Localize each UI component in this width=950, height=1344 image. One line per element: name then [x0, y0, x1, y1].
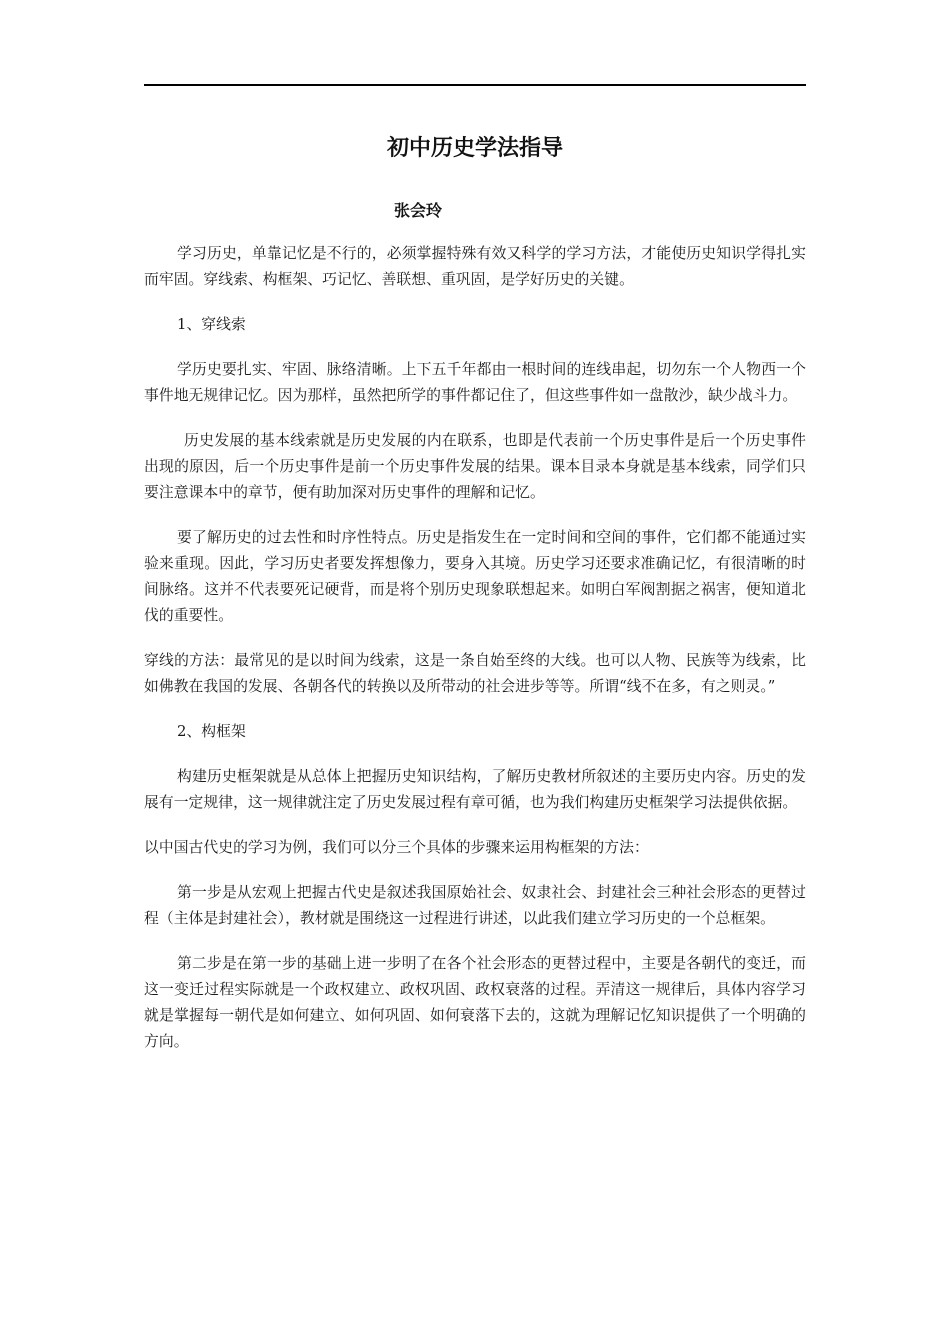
paragraph: 第二步是在第一步的基础上进一步明了在各个社会形态的更替过程中，主要是各朝代的变迁，而这一变迁过程实际就是一个政权建立、政权巩固、政权衰落的过程。弄清这一规律后，具体内容学习就是掌握每一朝代是如何建立、如何巩固、如何衰落下去的，这就为理解记忆知识提供了一个明确的方向。	[144, 955, 806, 1050]
paragraph: 学历史要扎实、牢固、脉络清晰。上下五千年都由一根时间的连线串起，切勿东一个人物西一个事件地无规律记忆。因为那样，虽然把所学的事件都记住了，但这些事件如一盘散沙，缺少战斗力。	[144, 361, 806, 404]
paragraph: 第一步是从宏观上把握古代史是叙述我国原始社会、奴隶社会、封建社会三种社会形态的更替过程（主体是封建社会），教材就是围绕这一过程进行讲述，以此我们建立学习历史的一个总框架。	[144, 884, 806, 927]
paragraph: 以中国古代史的学习为例，我们可以分三个具体的步骤来运用构框架的方法：	[144, 839, 649, 856]
document-author: 张会玲	[393, 201, 442, 220]
document-body	[144, 241, 806, 1074]
paragraph: 要了解历史的过去性和时序性特点。历史是指发生在一定时间和空间的事件，它们都不能通过实验来重现。因此，学习历史者要发挥想像力，要身入其境。历史学习还要求准确记忆，有很清晰的时间脉络。这并不代表要死记硬背，而是将个别历史现象联想起来。如明白军阀割据之祸害，便知道北伐的重要性。	[144, 529, 806, 624]
paragraph: 穿线的方法：最常见的是以时间为线索，这是一条自始至终的大线。也可以人物、民族等为线索，比如佛教在我国的发展、各朝各代的转换以及所带动的社会进步等等。所谓“线不在多，有之则灵。”	[144, 652, 806, 695]
section-heading-1: 1、穿线索	[177, 316, 246, 333]
paragraph: 历史发展的基本线索就是历史发展的内在联系，也即是代表前一个历史事件是后一个历史事件出现的原因，后一个历史事件是前一个历史事件发展的结果。课本目录本身就是基本线索，同学们只要注意课本中的章节，便有助加深对历史事件的理解和记忆。	[144, 432, 806, 501]
document-title: 初中历史学法指导	[386, 136, 563, 161]
section-heading-2: 2、构框架	[177, 723, 246, 740]
paragraph: 构建历史框架就是从总体上把握历史知识结构，了解历史教材所叙述的主要历史内容。历史的发展有一定规律，这一规律就注定了历史发展过程有章可循，也为我们构建历史框架学习法提供依据。	[144, 768, 806, 811]
paragraph-intro: 学习历史，单靠记忆是不行的，必须掌握特殊有效又科学的学习方法，才能使历史知识学得扎实而牢固。穿线索、构框架、巧记忆、善联想、重巩固，是学好历史的关键。	[144, 245, 806, 288]
header-rule	[144, 84, 806, 86]
